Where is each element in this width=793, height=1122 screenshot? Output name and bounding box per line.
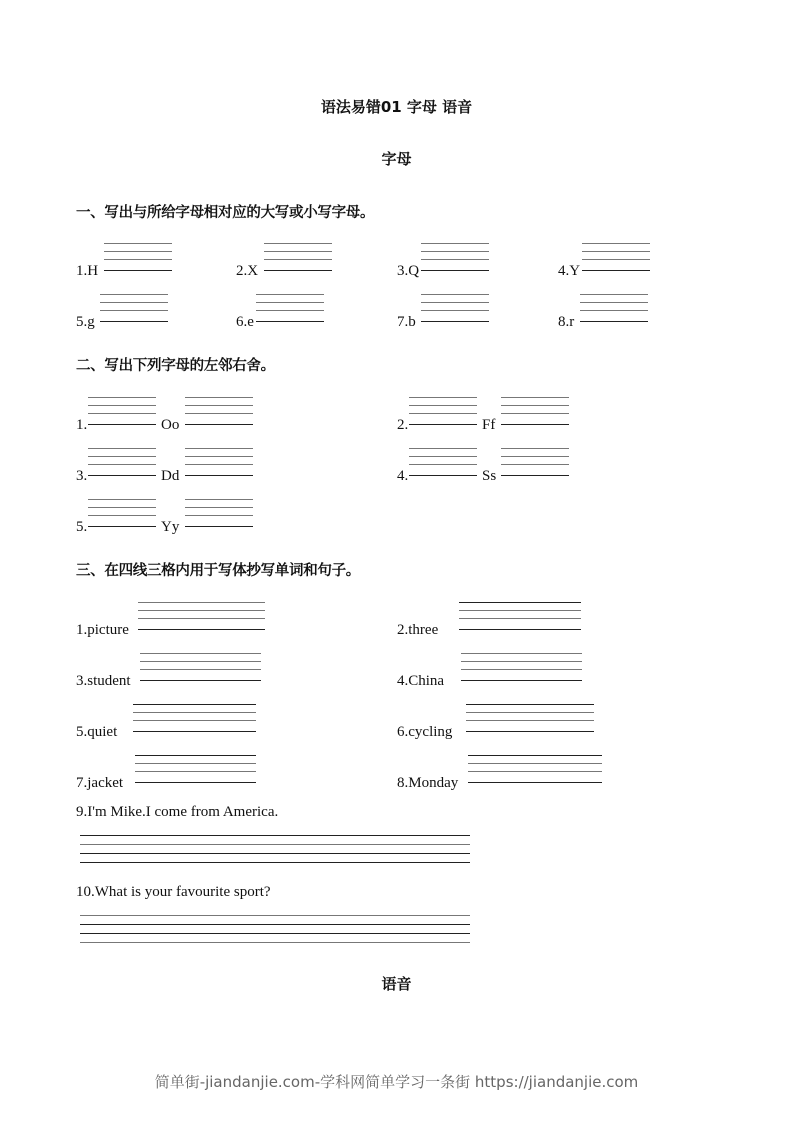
writing-lines-left[interactable]: [409, 397, 477, 425]
word-label: 8.Monday: [397, 775, 459, 791]
item-number: 3.: [76, 468, 88, 484]
writing-lines[interactable]: [461, 653, 582, 681]
item-label: 4.Y: [558, 263, 581, 279]
item-label: 5.g: [76, 314, 95, 330]
writing-lines[interactable]: [582, 243, 650, 271]
subtitle-letters: 字母: [381, 150, 412, 168]
item-label: 7.b: [397, 314, 416, 330]
writing-lines[interactable]: [100, 294, 168, 322]
writing-lines-left[interactable]: [88, 499, 156, 527]
writing-lines-left[interactable]: [88, 448, 156, 476]
writing-lines-right[interactable]: [501, 448, 569, 476]
sentence-label: 10.What is your favourite sport?: [76, 884, 271, 900]
given-letter: Dd: [161, 468, 180, 484]
given-letter: Yy: [161, 519, 180, 535]
item-number: 4.: [397, 468, 409, 484]
writing-lines[interactable]: [459, 602, 581, 630]
writing-lines[interactable]: [80, 915, 470, 943]
writing-lines-left[interactable]: [88, 397, 156, 425]
item-label: 1.H: [76, 263, 99, 279]
writing-lines[interactable]: [264, 243, 332, 271]
writing-lines-right[interactable]: [501, 397, 569, 425]
writing-lines[interactable]: [138, 602, 265, 630]
footer-watermark: 简单街-jiandanjie.com-学科网简单学习一条街 https://jiandanjie.com: [154, 1073, 639, 1091]
item-number: 2.: [397, 417, 409, 433]
section2-heading: 二、写出下列字母的左邻右舍。: [76, 358, 275, 374]
writing-lines[interactable]: [421, 294, 489, 322]
writing-lines[interactable]: [80, 835, 470, 863]
word-label: 6.cycling: [397, 724, 453, 740]
writing-lines[interactable]: [140, 653, 261, 681]
item-number: 1.: [76, 417, 88, 433]
word-label: 3.student: [76, 673, 131, 689]
sentence-label: 9.I'm Mike.I come from America.: [76, 804, 279, 820]
section1-heading: 一、写出与所给字母相对应的大写或小写字母。: [76, 205, 375, 221]
word-label: 7.jacket: [76, 775, 124, 791]
item-number: 5.: [76, 519, 88, 535]
writing-lines-right[interactable]: [185, 448, 253, 476]
item-label: 8.r: [558, 314, 575, 330]
writing-lines[interactable]: [256, 294, 324, 322]
writing-lines[interactable]: [133, 704, 256, 732]
writing-lines-right[interactable]: [185, 499, 253, 527]
writing-lines[interactable]: [468, 755, 602, 783]
word-label: 1.picture: [76, 622, 129, 638]
writing-lines[interactable]: [135, 755, 256, 783]
writing-lines[interactable]: [580, 294, 648, 322]
given-letter: Ss: [482, 468, 497, 484]
given-letter: Oo: [161, 417, 180, 433]
word-label: 5.quiet: [76, 724, 118, 740]
document-title: 语法易错01 字母 语音: [320, 98, 473, 116]
section3-heading: 三、在四线三格内用于写体抄写单词和句子。: [76, 563, 360, 579]
word-label: 2.three: [397, 622, 439, 638]
writing-lines-right[interactable]: [185, 397, 253, 425]
item-label: 6.e: [236, 314, 254, 330]
item-label: 2.X: [236, 263, 259, 279]
writing-lines-left[interactable]: [409, 448, 477, 476]
writing-lines[interactable]: [421, 243, 489, 271]
writing-lines[interactable]: [466, 704, 594, 732]
given-letter: Ff: [482, 417, 496, 433]
subtitle-phonetics: 语音: [381, 975, 412, 993]
writing-lines[interactable]: [104, 243, 172, 271]
word-label: 4.China: [397, 673, 445, 689]
item-label: 3.Q: [397, 263, 420, 279]
